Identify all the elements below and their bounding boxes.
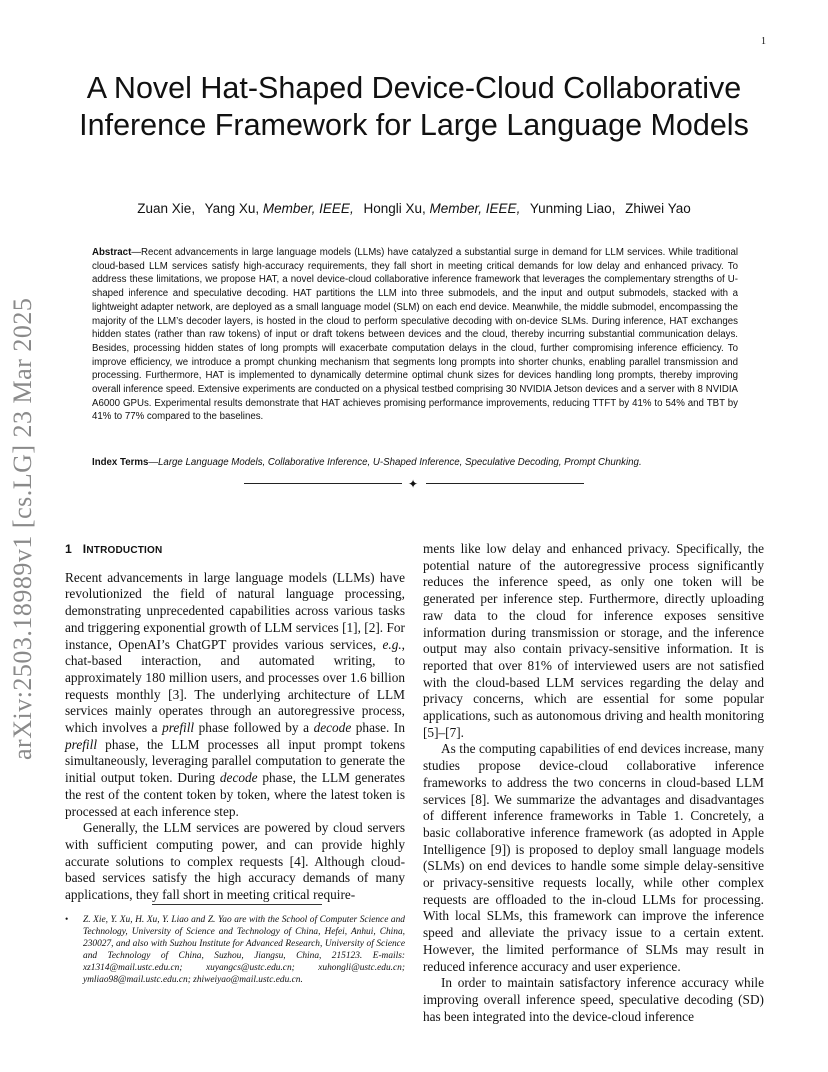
index-terms: [92, 456, 738, 470]
abstract-text: —Recent advancements in large language models (LLMs) have catalyzed a substantial surge in demand for LLM services. While traditional cloud-based LLM services satisfy high-accuracy requirements, they fall short in meeting critical demands for low delay and enhanced privacy. To address these limitations, we propose HAT, a novel device-cloud collaborative inference framework that leverages the complementary strengths of U-shaped inference and speculative decoding. HAT partitions the LLM into three submodels, and the input and output submodels, stacked with a lightweight adapter network, are deployed as a small language model (SLM) on each end device. Meanwhile, the middle submodel, encompassing the majority of the LLM’s decoder layers, is hosted in the cloud to perform speculative decoding with on-device SLMs. During inference, HAT exchanges hidden states (rather than raw tokens) of input or draft tokens between devices and the cloud, thereby incurring substantial communication delays. Besides, processing hidden states of long prompts will exacerbate computation delays in the cloud, further compromising inference efficiency. To improve efficiency, we introduce a prompt chunking mechanism that segments long prompts into shorter chunks, enabling parallel transmission and processing. Furthermore, HAT is implemented to dynamically determine optimal chunk sizes for devices handling long prompts, thereby improving overall inference speed. Extensive experiments are conducted on a physical testbed comprising 30 NVIDIA Jetson devices and a server with 8 NVIDIA A6000 GPUs. Experimental results demonstrate that HAT achieves promising performance improvements, reducing TTFT by 41% to 54% and TBT by 41% to 77% compared to the baselines.: [92, 247, 738, 423]
body-paragraph: In order to maintain satisfactory inference accuracy while improving overall inference speed, speculative decoding (SD) has been integrated into the device-cloud inference: [423, 975, 764, 1024]
abstract: [92, 246, 738, 424]
author-affiliation-role: Member, IEEE,: [429, 201, 521, 216]
page-number: 1: [761, 36, 766, 47]
body-paragraph: ments like low delay and enhanced privacy. Specifically, the potential nature of the autoregressive process significantly reduces the inference speed, as only one token will be generated per inference step. Furthermore, directly uploading raw data to the cloud for inference exposes sensitive information during transmission or storage, and the inference output may also contain privacy-sensitive information. It is reported that over 81% of interviewed users are not satisfied with the cloud-based LLM services regarding the delay and privacy concerns, which are essential for some popular applications, such as autonomous driving and health monitoring [5]–[7].: [423, 541, 764, 740]
section-title-rest: NTRODUCTION: [86, 545, 163, 556]
author-list: [58, 201, 770, 216]
index-terms-text: —Large Language Models, Collaborative Inference, U-Shaped Inference, Speculative Decoding, Prompt Chunking.: [148, 457, 642, 468]
divider-ornament-icon: ✦: [408, 477, 419, 491]
author-affiliation-footnote: [65, 915, 405, 986]
left-column: [65, 541, 405, 904]
right-column: [423, 541, 764, 1025]
section-heading: [65, 541, 405, 560]
footnote-rule: [152, 904, 322, 905]
body-paragraph: Generally, the LLM services are powered by cloud servers with sufficient computing power, and can provide highly accurate solutions to complex requests [4]. Although cloud-based services satisfy the high accuracy demands of many applications, they fall short in meeting critical require-: [65, 820, 405, 903]
arxiv-identifier-stamp: arXiv:2503.18989v1 [cs.LG] 23 Mar 2025: [8, 297, 37, 760]
author-name: Hongli Xu,: [363, 201, 426, 216]
author-affiliation-role: Member, IEEE,: [262, 201, 354, 216]
divider-line-right: [426, 483, 584, 484]
section-number: 1: [65, 542, 72, 556]
author-name: Yang Xu,: [204, 201, 260, 216]
paper-title: A Novel Hat-Shaped Device-Cloud Collaborative Inference Framework for Large Language Models: [79, 71, 749, 142]
index-terms-label: Index Terms: [92, 457, 149, 468]
body-paragraph: As the computing capabilities of end devices increase, many studies propose device-cloud collaborative inference frameworks to address the two concerns in cloud-based LLM services [8]. We summarize the advantages and disadvantages of different inference frameworks in Table 1. Concretely, a basic collaborative inference framework (as adopted in Apple Intelligence [9]) is proposed to deploy small language models (SLMs) on end devices to handle some simple delay-sensitive or privacy-sensitive requests locally, while other complex requests are offloaded to the in-cloud LLMs for processing. With local SLMs, this framework can improve the inference speed and alleviate the privacy issue to a certain extent. However, the limited performance of SLMs may result in reduced inference accuracy and user experience.: [423, 741, 764, 974]
bullet-icon: •: [65, 915, 69, 925]
abstract-label: Abstract: [92, 247, 132, 258]
author-name: Zuan Xie,: [137, 201, 196, 216]
section-divider: [244, 477, 584, 491]
author-name: Zhiwei Yao: [625, 201, 691, 216]
author-name: Yunming Liao,: [529, 201, 616, 216]
footnote-text: Z. Xie, Y. Xu, H. Xu, Y. Liao and Z. Yao are with the School of Computer Science and Technology, University of Science and Technology of China, Hefei, Anhui, China, 230027, and also with Suzhou Institute for Advanced Research, University of Science and Technology of China, Suzhou, Jiangsu, China, 215123. E-mails: xz1314@mail.ustc.edu.cn; xuyangcs@ustc.edu.cn; xuhongli@ustc.edu.cn; ymliao98@mail.ustc.edu.cn; zhiweiyao@mail.ustc.edu.cn.: [83, 915, 405, 985]
divider-line-left: [244, 483, 402, 484]
section-title-initial: I: [82, 542, 87, 556]
body-paragraph: Recent advancements in large language models (LLMs) have revolutionized the field of natural language processing, demonstrating unprecedented capabilities across various tasks and triggering exponential growth of LLM services [1], [2]. For instance, OpenAI’s ChatGPT provides various services, e.g., chat-based interaction, and automated writing, to approximately 180 million users, and processes over 1.6 billion requests monthly [3]. The underlying architecture of LLM services mainly operates through an autoregressive process, which involves a prefill phase followed by a decode phase. In prefill phase, the LLM processes all input prompt tokens simultaneously, leveraging parallel computation to generate the initial output token. During decode phase, the LLM generates the rest of the content token by token, where the latest token is processed at each inference step.: [65, 569, 405, 819]
